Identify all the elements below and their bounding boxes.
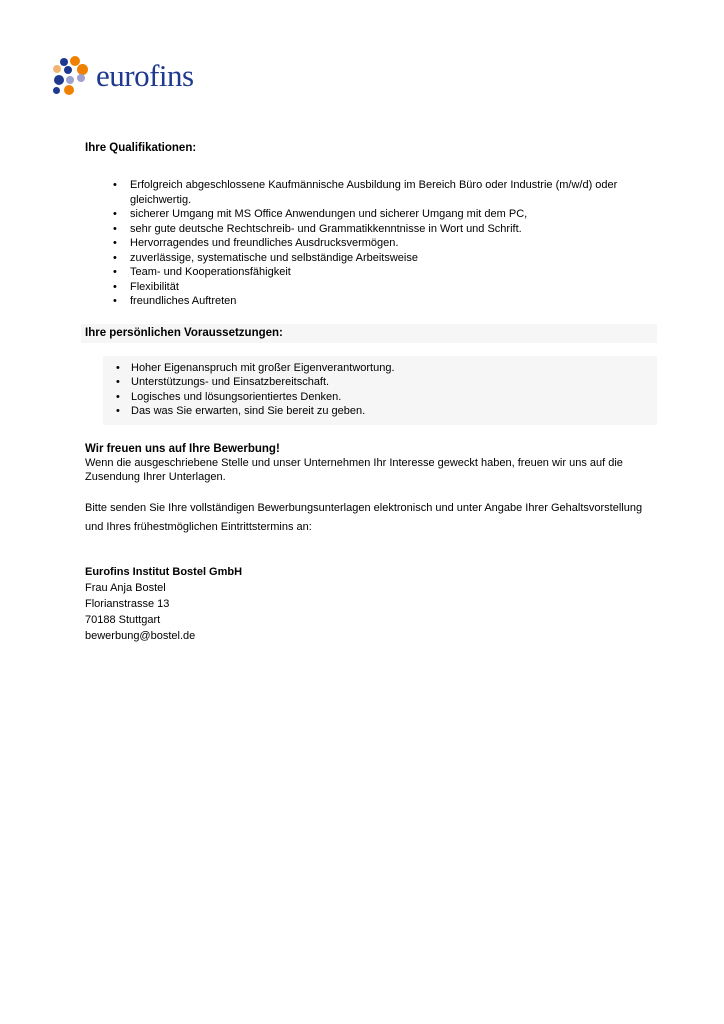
- document-content: [85, 141, 658, 644]
- qualification-item: • sehr gute deutsche Rechtschreib- und Grammatikkenntnisse in Wort und Schrift.: [130, 222, 658, 237]
- logo-dot: [77, 74, 85, 82]
- contact-email: bewerbung@bostel.de: [85, 629, 196, 642]
- requirements-heading: Ihre persönlichen Voraussetzungen:: [81, 324, 657, 343]
- eurofins-logo-text: eurofins: [96, 58, 194, 93]
- contact-street: Florianstrasse 13: [85, 597, 170, 610]
- requirement-item: • Unterstützungs- und Einsatzbereitschaft.: [131, 375, 657, 390]
- qualifications-heading: Ihre Qualifikationen:: [85, 142, 197, 154]
- eurofins-logo: [50, 54, 194, 97]
- contact-person: Frau Anja Bostel: [85, 581, 166, 594]
- logo-dot: [54, 75, 64, 85]
- closing-section: [85, 442, 658, 537]
- logo-dot: [64, 66, 72, 74]
- qualification-item: • freundliches Auftreten: [130, 294, 658, 309]
- requirements-highlight-block: [103, 356, 657, 425]
- contact-block: [85, 564, 658, 644]
- logo-dot: [64, 85, 74, 95]
- contact-city: 70188 Stuttgart: [85, 613, 161, 626]
- closing-paragraph: Wenn die ausgeschriebene Stelle und unser Unternehmen Ihr Interesse geweckt haben, freuen wir uns auf die Zusendung Ihrer Unterlagen.: [85, 456, 623, 483]
- requirement-item: • Logisches und lösungsorientiertes Denken.: [131, 390, 657, 405]
- closing-heading: Wir freuen uns auf Ihre Bewerbung!: [85, 442, 280, 455]
- requirement-item: • Das was Sie erwarten, sind Sie bereit zu geben.: [131, 404, 657, 419]
- logo-dot: [66, 76, 74, 84]
- qualification-item: • Erfolgreich abgeschlossene Kaufmännische Ausbildung im Bereich Büro oder Industrie (m/w/d) oder gleichwertig.: [130, 178, 658, 207]
- application-instructions: Bitte senden Sie Ihre vollständigen Bewerbungsunterlagen elektronisch und unter Angabe Ihrer Gehaltsvorstellung und Ihres frühestmöglichen Eintrittstermins an:: [85, 501, 643, 533]
- qualification-item: • Flexibilität: [130, 280, 658, 295]
- logo-dot: [60, 58, 68, 66]
- qualification-item: • zuverlässige, systematische und selbständige Arbeitsweise: [130, 251, 658, 266]
- logo-dot: [53, 65, 61, 73]
- qualification-item: • sicherer Umgang mit MS Office Anwendungen und sicherer Umgang mit dem PC,: [130, 207, 658, 222]
- requirements-list: [103, 361, 657, 419]
- contact-company: Eurofins Institut Bostel GmbH: [85, 565, 243, 578]
- qualification-item: • Hervorragendes und freundliches Ausdrucksvermögen.: [130, 236, 658, 251]
- requirement-item: • Hoher Eigenanspruch mit großer Eigenverantwortung.: [131, 361, 657, 376]
- qualification-item: • Team- und Kooperationsfähigkeit: [130, 265, 658, 280]
- logo-dot: [53, 87, 60, 94]
- qualifications-list: [85, 178, 658, 309]
- eurofins-logo-icon: [50, 54, 88, 97]
